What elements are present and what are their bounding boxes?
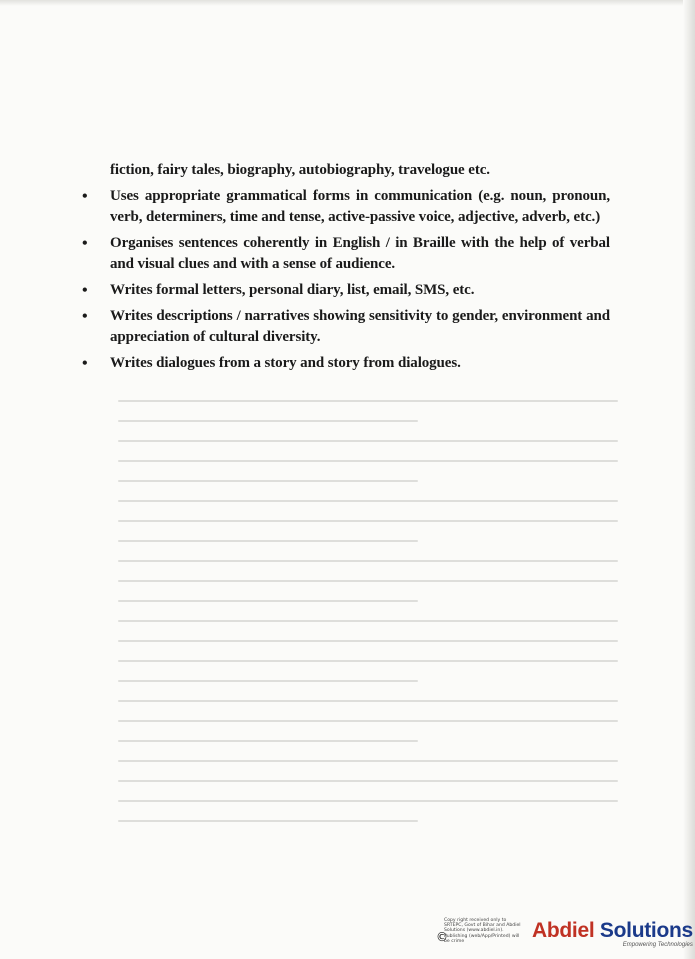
bullet-icon: • — [82, 235, 88, 252]
bullet-icon: • — [82, 282, 88, 299]
list-item-text: Uses appropriate grammatical forms in communication (e.g. noun, pronoun, verb, determiners, time and tense, active-passive voice, adjective, adverb, etc.) — [110, 188, 610, 225]
logo-first-word: Abdiel — [532, 919, 595, 942]
abdiel-solutions-logo — [532, 920, 693, 948]
page-edge-right — [683, 0, 695, 959]
list-item-text: Writes formal letters, personal diary, list, email, SMS, etc. — [110, 282, 475, 298]
document-body — [82, 160, 610, 379]
list-item — [82, 186, 610, 228]
page-edge-top — [0, 0, 695, 6]
list-item-text: Writes descriptions / narratives showing sensitivity to gender, environment and appreciation of cultural diversity. — [110, 308, 610, 345]
logo-tagline: Empowering Technologies — [622, 942, 693, 948]
continuation-line: fiction, fairy tales, biography, autobiography, travelogue etc. — [110, 162, 490, 178]
logo-name — [532, 920, 693, 942]
bleed-through-text — [118, 400, 618, 840]
copyright-text: Copy right received only to SRTEPC, Govt of Bihar and Abdiel Solutions (www.abdiel.in). Publishing (web/App/Printed) will be crime — [444, 918, 521, 944]
copyright-icon: © — [436, 930, 448, 944]
learning-outcomes-list — [82, 186, 610, 374]
list-item — [82, 306, 610, 348]
list-item-text: Organises sentences coherently in English / in Braille with the help of verbal and visual clues and with a sense of audience. — [110, 235, 610, 272]
logo-second-word: Solutions — [599, 919, 693, 942]
list-item-text: Writes dialogues from a story and story from dialogues. — [110, 355, 461, 371]
copyright-notice — [426, 918, 526, 954]
list-item — [82, 233, 610, 275]
bullet-icon: • — [82, 355, 88, 372]
bullet-icon: • — [82, 308, 88, 325]
bullet-icon: • — [82, 188, 88, 205]
list-item — [82, 353, 610, 374]
list-item — [82, 280, 610, 301]
